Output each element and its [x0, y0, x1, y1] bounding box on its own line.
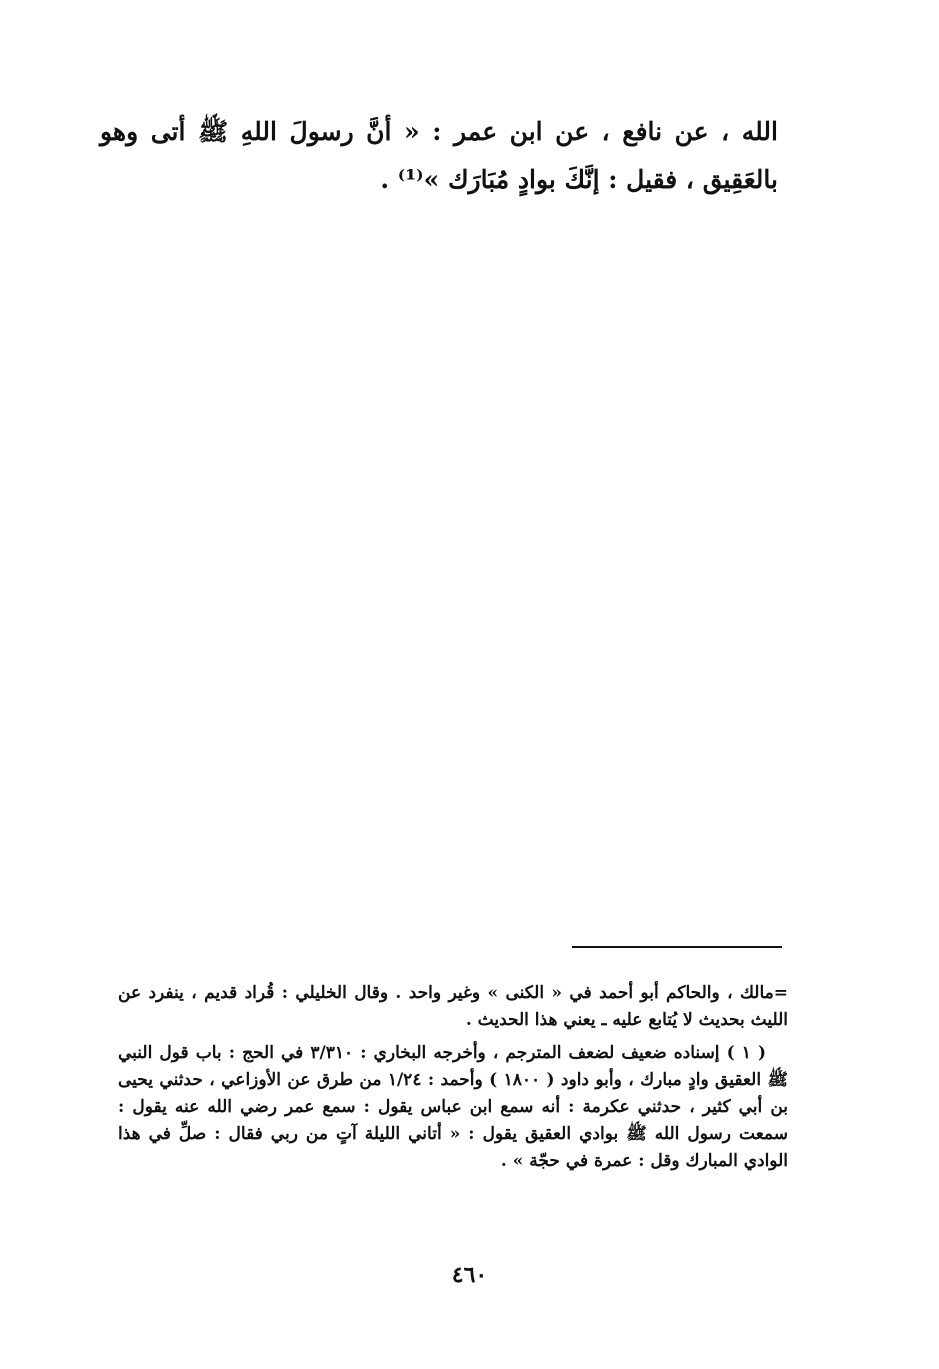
- footnote-continuation: =مالك ، والحاكم أبو أحمد في « الكنى » وغير واحد . وقال الخليلي : قُراد قديم ، ينفرد عن الليث بحديث لا يُتابع عليه ـ يعني هذا الحديث .: [118, 983, 788, 1030]
- main-text-block: [100, 108, 778, 204]
- footnote-separator-line: [572, 946, 782, 948]
- page-number: ٤٦٠: [451, 1262, 488, 1288]
- footnote-1: ( ١ ) إسناده ضعيف لضعف المترجم ، وأخرجه البخاري : ٣/٣١٠ في الحج : باب قول النبي ﷺ العقيق وادٍ مبارك ، وأبو داود ( ١٨٠٠ ) وأحمد : ١/٢٤ من طرق عن الأوزاعي ، حدثني يحيى بن أبي كثير ، حدثني عكرمة : أنه سمع ابن عباس يقول : سمع عمر رضي الله عنه يقول : سمعت رسول الله ﷺ بوادي العقيق يقول : « أتاني الليلة آتٍ من ربي فقال : صلِّ في هذا الوادي المبارك وقل : عمرة في حجّة » .: [118, 1043, 789, 1171]
- footnotes-block: [118, 980, 788, 1181]
- hadith-paragraph: الله ، عن نافع ، عن ابن عمر : « أنَّ رسولَ اللهِ ﷺ أتى وهو بالعَقِيق ، فقيل : إنَّكَ بوادٍ مُبَارَك »⁽¹⁾ .: [100, 117, 778, 194]
